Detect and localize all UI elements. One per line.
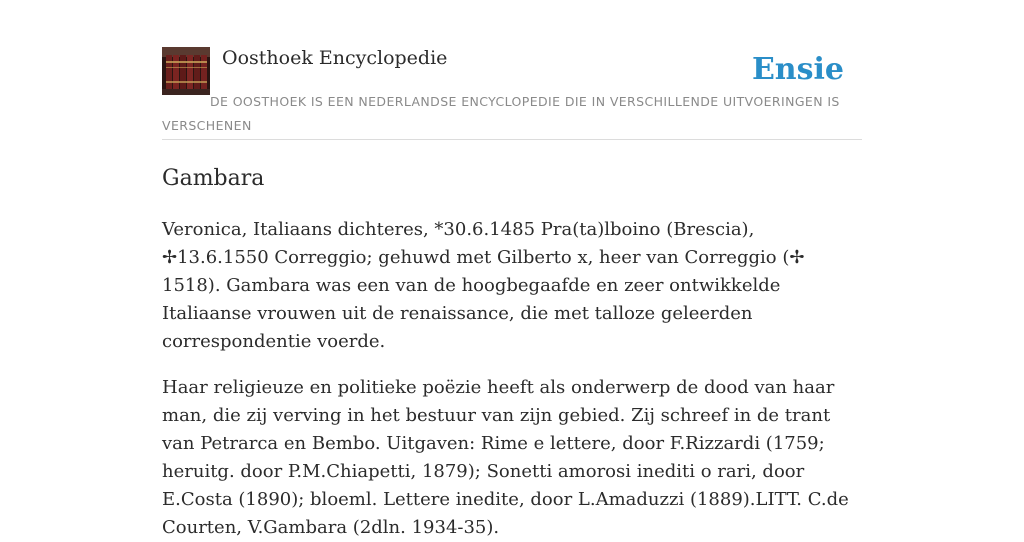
site-name[interactable]: Oosthoek Encyclopedie bbox=[222, 47, 448, 69]
encyclopedia-books-avatar[interactable] bbox=[162, 47, 210, 95]
ensie-logo-link[interactable]: Ensie bbox=[751, 52, 844, 87]
article-paragraph-2: Haar religieuze en politieke poëzie heeft als onderwerp de dood van haar man, die zij verving in het bestuur van zijn gebied. Zij schreef in de trant van Petrarca en Bembo. Uitgaven: Rime e lettere, door F.Rizzardi (1759; heruitg. door P.M.Chiapetti, 1879); Sonetti amorosi inediti o rari, door E.Costa (1890); bloeml. Lettere inedite, door L.Amaduzzi (1889).LITT. C.de Courten, V.Gambara (2dln. 1934-35). bbox=[162, 377, 849, 538]
article bbox=[162, 162, 862, 542]
site-header bbox=[162, 46, 862, 140]
site-tagline: DE OOSTHOEK IS EEN NEDERLANDSE ENCYCLOPEDIE DIE IN VERSCHILLENDE UITVOERINGEN IS VERSCHENEN bbox=[162, 94, 840, 133]
article-title: Gambara bbox=[162, 166, 265, 191]
article-paragraph-1: Veronica, Italiaans dichteres, *30.6.1485 Pra(ta)lboino (Brescia), ✢13.6.1550 Correggio; gehuwd met Gilberto x, heer van Correggio (✢ 1518). Gambara was een van de hoogbegaafde en zeer ontwikkelde Italiaanse vrouwen uit de renaissance, die met talloze geleerden correspondentie voerde. bbox=[162, 219, 805, 352]
books-image-icon bbox=[162, 47, 210, 95]
